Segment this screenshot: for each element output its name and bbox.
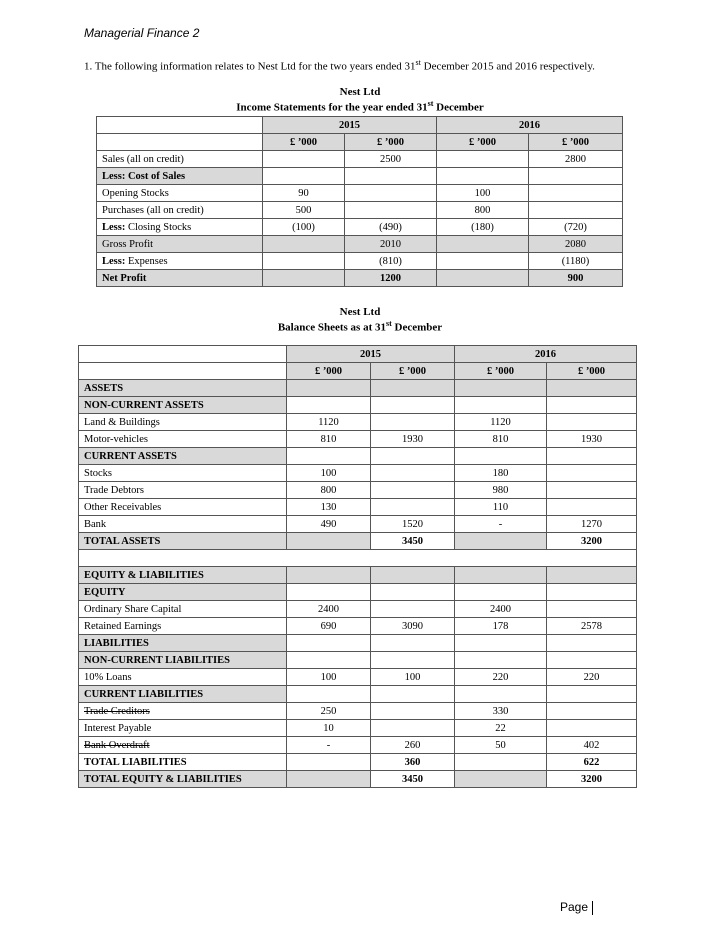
table-row: Gross Profit 2010 2080 (97, 236, 623, 253)
table-row: LIABILITIES (79, 635, 637, 652)
table-row: Motor-vehicles 810 1930 810 1930 (79, 431, 637, 448)
table-row: Stocks 100 180 (79, 465, 637, 482)
table-row: CURRENT LIABILITIES (79, 686, 637, 703)
table-row: Trade Creditors 250 330 (79, 703, 637, 720)
income-company-title: Nest Ltd (339, 86, 381, 98)
table-row: Bank Overdraft - 260 50 402 (79, 737, 637, 754)
unit-header: £ ’000 (371, 363, 455, 380)
income-statement-title: Income Statements for the year ended 31st December (236, 99, 484, 114)
footer-divider (592, 901, 593, 915)
balance-company-title: Nest Ltd (339, 306, 381, 318)
table-row: Other Receivables 130 110 (79, 499, 637, 516)
table-row: 10% Loans 100 100 220 220 (79, 669, 637, 686)
table-row: Bank 490 1520 - 1270 (79, 516, 637, 533)
table-row: Net Profit 1200 900 (97, 270, 623, 287)
income-statement-table (96, 116, 623, 287)
table-row: Less: Expenses (810) (1180) (97, 253, 623, 270)
table-row: NON-CURRENT LIABILITIES (79, 652, 637, 669)
table-row: Interest Payable 10 22 (79, 720, 637, 737)
table-row: EQUITY & LIABILITIES (79, 567, 637, 584)
table-row: Land & Buildings 1120 1120 (79, 414, 637, 431)
table-row: Purchases (all on credit) 500 800 (97, 202, 623, 219)
table-row: CURRENT ASSETS (79, 448, 637, 465)
balance-sheet-table (78, 345, 637, 788)
table-row: Retained Earnings 690 3090 178 2578 (79, 618, 637, 635)
year-header: 2016 (437, 117, 623, 134)
year-header: 2016 (455, 346, 637, 363)
unit-header: £ ’000 (547, 363, 637, 380)
table-row: TOTAL EQUITY & LIABILITIES 3450 3200 (79, 771, 637, 788)
running-header: Managerial Finance 2 (84, 26, 200, 40)
year-header: 2015 (263, 117, 437, 134)
table-row: Trade Debtors 800 980 (79, 482, 637, 499)
intro-paragraph: 1. The following information relates to Nest Ltd for the two years ended 31st December 2015 and 2016 respectively. (84, 58, 595, 73)
unit-header: £ ’000 (529, 134, 623, 151)
table-row: ASSETS (79, 380, 637, 397)
table-row: TOTAL LIABILITIES 360 622 (79, 754, 637, 771)
table-row: Opening Stocks 90 100 (97, 185, 623, 202)
table-row: Sales (all on credit) 2500 2800 (97, 151, 623, 168)
page-footer: Page (560, 900, 593, 915)
table-row: Less: Cost of Sales (97, 168, 623, 185)
table-row: Less: Closing Stocks (100) (490) (180) (720) (97, 219, 623, 236)
balance-sheet-title: Balance Sheets as at 31st December (277, 319, 443, 334)
table-row: Ordinary Share Capital 2400 2400 (79, 601, 637, 618)
unit-header: £ ’000 (345, 134, 437, 151)
table-row: EQUITY (79, 584, 637, 601)
year-header: 2015 (287, 346, 455, 363)
table-row: NON-CURRENT ASSETS (79, 397, 637, 414)
table-row: TOTAL ASSETS 3450 3200 (79, 533, 637, 550)
unit-header: £ ’000 (287, 363, 371, 380)
spacer-row (79, 550, 637, 567)
unit-header: £ ’000 (455, 363, 547, 380)
unit-header: £ ’000 (263, 134, 345, 151)
unit-header: £ ’000 (437, 134, 529, 151)
